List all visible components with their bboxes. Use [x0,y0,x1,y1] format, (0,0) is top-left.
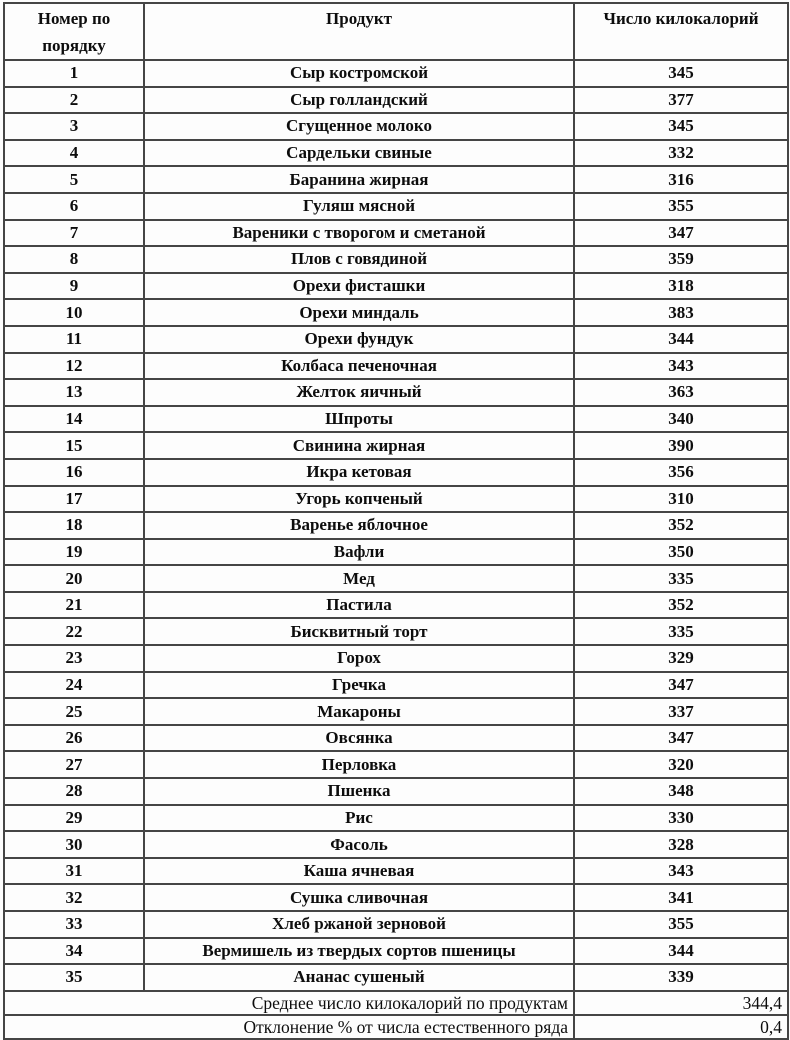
kcal-cell: 377 [574,87,788,114]
table-row [4,166,788,193]
row-number-cell: 27 [4,751,144,778]
row-number-cell: 34 [4,938,144,965]
kcal-cell: 345 [574,113,788,140]
product-cell: Мед [144,565,574,592]
table-row [4,938,788,965]
product-cell: Сушка сливочная [144,884,574,911]
table-row [4,884,788,911]
row-number-cell: 31 [4,858,144,885]
row-number-cell: 14 [4,406,144,433]
header-kilocalories: Число килокалорий [574,3,788,60]
table-row [4,246,788,273]
product-cell: Перловка [144,751,574,778]
kcal-cell: 347 [574,220,788,247]
kcal-cell: 344 [574,326,788,353]
product-cell: Ананас сушеный [144,964,574,991]
table-row [4,725,788,752]
table-row [4,751,788,778]
table-row [4,87,788,114]
row-number-cell: 12 [4,353,144,380]
product-cell: Угорь копченый [144,486,574,513]
table-row [4,618,788,645]
row-number-cell: 30 [4,831,144,858]
table-row [4,911,788,938]
table-row [4,805,788,832]
product-cell: Плов с говядиной [144,246,574,273]
kcal-cell: 350 [574,539,788,566]
table-header [4,3,788,60]
product-cell: Сыр костромской [144,60,574,87]
table-summary [4,991,788,1039]
row-number-cell: 24 [4,672,144,699]
row-number-cell: 25 [4,698,144,725]
product-cell: Орехи фисташки [144,273,574,300]
kcal-cell: 356 [574,459,788,486]
product-cell: Вафли [144,539,574,566]
row-number-cell: 2 [4,87,144,114]
kcal-cell: 363 [574,379,788,406]
kcal-cell: 341 [574,884,788,911]
product-cell: Шпроты [144,406,574,433]
product-cell: Гречка [144,672,574,699]
row-number-cell: 29 [4,805,144,832]
row-number-cell: 11 [4,326,144,353]
header-product: Продукт [144,3,574,60]
product-cell: Рис [144,805,574,832]
product-cell: Вареники с творогом и сметаной [144,220,574,247]
row-number-cell: 17 [4,486,144,513]
table-body [4,60,788,991]
row-number-cell: 8 [4,246,144,273]
row-number-cell: 26 [4,725,144,752]
table-row [4,273,788,300]
summary-deviation-value: 0,4 [574,1015,788,1039]
row-number-cell: 35 [4,964,144,991]
header-row [4,3,788,60]
product-cell: Пшенка [144,778,574,805]
row-number-cell: 20 [4,565,144,592]
product-cell: Сгущенное молоко [144,113,574,140]
kcal-cell: 345 [574,60,788,87]
table-row [4,592,788,619]
product-cell: Свинина жирная [144,432,574,459]
product-cell: Баранина жирная [144,166,574,193]
kcal-cell: 328 [574,831,788,858]
row-number-cell: 10 [4,299,144,326]
row-number-cell: 5 [4,166,144,193]
kcal-cell: 347 [574,672,788,699]
product-cell: Бисквитный торт [144,618,574,645]
table-row [4,353,788,380]
table-row [4,220,788,247]
table-row [4,512,788,539]
row-number-cell: 9 [4,273,144,300]
row-number-cell: 15 [4,432,144,459]
product-cell: Колбаса печеночная [144,353,574,380]
product-cell: Желток яичный [144,379,574,406]
row-number-cell: 3 [4,113,144,140]
kcal-cell: 352 [574,592,788,619]
kcal-cell: 316 [574,166,788,193]
product-cell: Сыр голландский [144,87,574,114]
kcal-cell: 310 [574,486,788,513]
row-number-cell: 16 [4,459,144,486]
row-number-cell: 4 [4,140,144,167]
summary-average-label: Среднее число килокалорий по продуктам [4,991,574,1015]
table-row [4,672,788,699]
kcal-cell: 390 [574,432,788,459]
product-cell: Варенье яблочное [144,512,574,539]
summary-row-average [4,991,788,1015]
table-row [4,406,788,433]
table-row [4,60,788,87]
row-number-cell: 32 [4,884,144,911]
kcal-cell: 383 [574,299,788,326]
table-row [4,432,788,459]
kcal-cell: 359 [574,246,788,273]
kcal-cell: 332 [574,140,788,167]
kcal-cell: 348 [574,778,788,805]
kcal-cell: 329 [574,645,788,672]
row-number-cell: 19 [4,539,144,566]
kcal-cell: 343 [574,353,788,380]
row-number-cell: 23 [4,645,144,672]
row-number-cell: 33 [4,911,144,938]
kcal-cell: 352 [574,512,788,539]
kcal-cell: 335 [574,565,788,592]
table-row [4,698,788,725]
product-cell: Горох [144,645,574,672]
row-number-cell: 28 [4,778,144,805]
row-number-cell: 22 [4,618,144,645]
table-row [4,645,788,672]
product-cell: Каша ячневая [144,858,574,885]
summary-deviation-label: Отклонение % от числа естественного ряда [4,1015,574,1039]
kcal-cell: 339 [574,964,788,991]
table-row [4,193,788,220]
calorie-table [3,2,789,1040]
summary-row-deviation [4,1015,788,1039]
product-cell: Орехи миндаль [144,299,574,326]
kcal-cell: 343 [574,858,788,885]
product-cell: Овсянка [144,725,574,752]
row-number-cell: 13 [4,379,144,406]
product-cell: Икра кетовая [144,459,574,486]
row-number-cell: 6 [4,193,144,220]
summary-average-value: 344,4 [574,991,788,1015]
kcal-cell: 355 [574,193,788,220]
table-row [4,299,788,326]
table-row [4,379,788,406]
kcal-cell: 320 [574,751,788,778]
table-row [4,964,788,991]
kcal-cell: 355 [574,911,788,938]
table-row [4,326,788,353]
kcal-cell: 344 [574,938,788,965]
table-row [4,778,788,805]
header-row-number: Номер по порядку [4,3,144,60]
table-row [4,113,788,140]
kcal-cell: 347 [574,725,788,752]
table-row [4,565,788,592]
kcal-cell: 340 [574,406,788,433]
table-row [4,831,788,858]
row-number-cell: 21 [4,592,144,619]
product-cell: Фасоль [144,831,574,858]
kcal-cell: 335 [574,618,788,645]
kcal-cell: 330 [574,805,788,832]
product-cell: Макароны [144,698,574,725]
row-number-cell: 1 [4,60,144,87]
table-row [4,486,788,513]
row-number-cell: 7 [4,220,144,247]
product-cell: Хлеб ржаной зерновой [144,911,574,938]
kcal-cell: 318 [574,273,788,300]
product-cell: Гуляш мясной [144,193,574,220]
product-cell: Сардельки свиные [144,140,574,167]
kcal-cell: 337 [574,698,788,725]
product-cell: Орехи фундук [144,326,574,353]
table-row [4,858,788,885]
table-row [4,459,788,486]
row-number-cell: 18 [4,512,144,539]
table-row [4,140,788,167]
table-row [4,539,788,566]
product-cell: Пастила [144,592,574,619]
product-cell: Вермишель из твердых сортов пшеницы [144,938,574,965]
